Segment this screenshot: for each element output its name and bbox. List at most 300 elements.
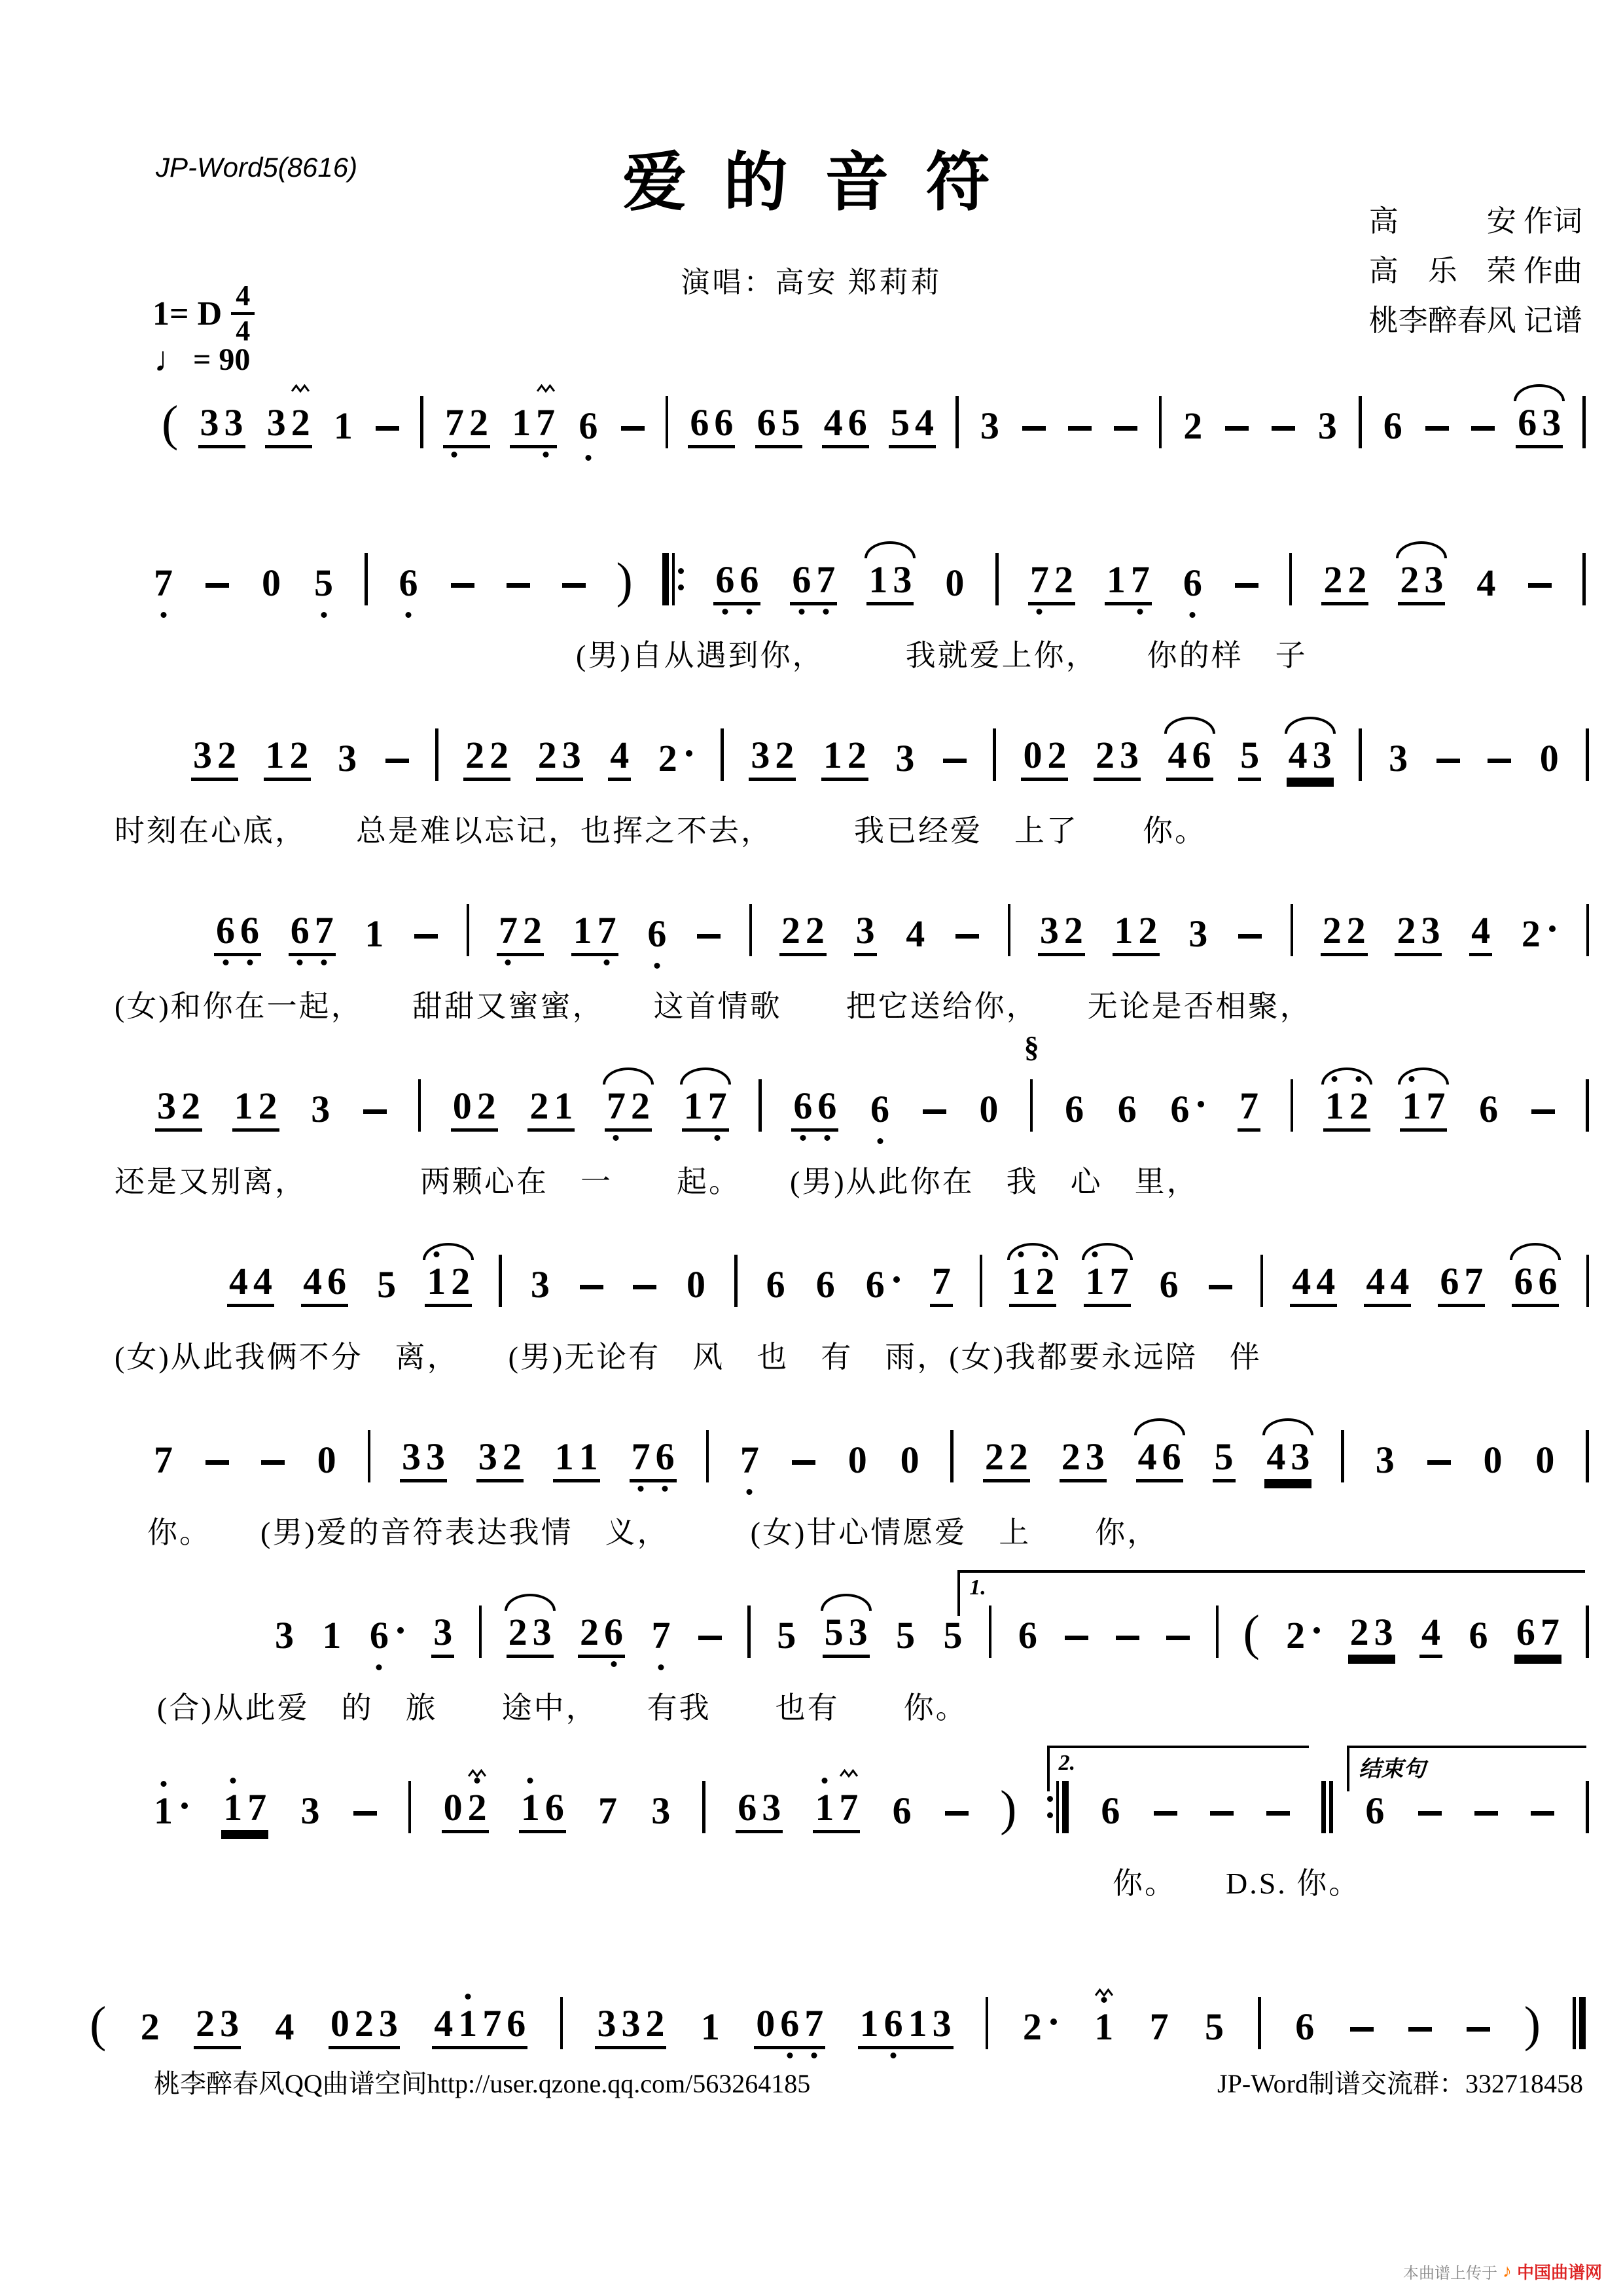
- note-digit: 2: [1400, 558, 1419, 601]
- note-digits: [1321, 558, 1368, 605]
- note-digit: 6: [579, 407, 597, 445]
- low-octave-dot: [321, 960, 327, 965]
- tie-arc: [680, 1067, 731, 1085]
- low-octave-dot: [638, 1486, 644, 1492]
- watermark-prefix: 本曲谱上传于: [1402, 2265, 1497, 2282]
- note-digit: 6: [738, 1786, 757, 1829]
- barline: [706, 1430, 709, 1482]
- note-digits: [864, 1263, 903, 1307]
- note-group: [977, 1090, 1000, 1132]
- bar-stroke: [980, 1255, 983, 1307]
- duration-dash: [353, 1811, 377, 1816]
- barline: [702, 1781, 705, 1833]
- time-bottom: 4: [236, 315, 251, 347]
- note-group: [713, 558, 760, 605]
- note-digit: 2: [1183, 404, 1203, 447]
- repeat-dot: [678, 568, 684, 574]
- notation-system: [0, 533, 1623, 709]
- tie-arc: [505, 1594, 556, 1611]
- note-digit: 6: [604, 1613, 623, 1651]
- note-digits: [332, 404, 355, 448]
- bar-stroke: [368, 1430, 371, 1482]
- note-group: [1419, 1613, 1442, 1658]
- note-digits: [791, 1087, 838, 1132]
- note-digit: 7: [598, 1789, 618, 1832]
- note-group: [1284, 1614, 1323, 1658]
- note-digit: 1: [683, 1085, 703, 1127]
- note-group: [1287, 736, 1334, 781]
- note-digit: 3: [401, 1435, 421, 1478]
- lyrics-line: (合)从此爱 的 旅 途中， 有我 也有 你。: [157, 1691, 968, 1725]
- duration-dash: [1235, 583, 1258, 588]
- note-digits: [978, 404, 1001, 448]
- note-group: [656, 737, 696, 781]
- note-group: [1395, 909, 1442, 956]
- note-digits: [315, 1441, 338, 1482]
- note-group: [1158, 1263, 1181, 1307]
- note-digits: [507, 1613, 554, 1658]
- tie-arc: [821, 1594, 872, 1611]
- note-digits: [529, 1263, 552, 1307]
- duration-dash: [414, 934, 438, 939]
- low-octave-dot: [722, 609, 728, 615]
- bar-stroke: [749, 904, 753, 956]
- note-digit: 3: [1039, 909, 1059, 952]
- bar-stroke: [365, 553, 368, 605]
- segno-icon: §: [1024, 1030, 1039, 1064]
- note-digit: 3: [1317, 404, 1337, 447]
- barline: [950, 1430, 954, 1482]
- note-group: [1290, 1260, 1337, 1307]
- note-digits: [519, 1786, 566, 1833]
- note-group: [1516, 401, 1563, 448]
- duration-dash: [1065, 1636, 1088, 1640]
- high-octave-dot: [1101, 1997, 1107, 2003]
- note-digits: [1016, 1614, 1039, 1658]
- barline: [418, 1079, 421, 1132]
- barline: [1291, 904, 1294, 956]
- note-digit: 7: [482, 2002, 502, 2045]
- bar-stroke: [666, 396, 669, 448]
- note-digits: [400, 1435, 447, 1482]
- note-group: [775, 1614, 798, 1658]
- bar-stroke: [989, 1605, 992, 1658]
- note-digits: [858, 2002, 954, 2049]
- volta-label: 结束句: [1359, 1757, 1426, 1782]
- note-group: [1382, 404, 1404, 448]
- note-digit: 3: [224, 401, 243, 444]
- duration-dash: [633, 1285, 656, 1289]
- note-digit: 2: [1063, 909, 1083, 952]
- note-group: [1316, 404, 1339, 448]
- note-group: [754, 2002, 825, 2049]
- note-digit: 7: [315, 912, 334, 950]
- duration-dash: [1436, 759, 1460, 763]
- note-digit: 3: [1085, 1435, 1105, 1478]
- repeat-end-barline: [1047, 1781, 1069, 1833]
- note-group: [823, 1613, 870, 1658]
- note-digit: 6: [847, 401, 867, 444]
- note-digit: 6: [780, 2005, 799, 2043]
- note-digits: [442, 1786, 489, 1833]
- note-digit: 6: [793, 1087, 812, 1125]
- note-group: [846, 1441, 869, 1482]
- note-digit: 1: [859, 2002, 879, 2045]
- note-group: [273, 2005, 296, 2049]
- note-digit: 7: [839, 1789, 858, 1827]
- bar-stroke: [1159, 396, 1162, 448]
- bar-stroke: [1586, 1430, 1589, 1482]
- low-octave-dot: [376, 1664, 382, 1670]
- note-digit: 3: [311, 1088, 330, 1130]
- note-digits: [1287, 736, 1334, 781]
- note-group: [1021, 736, 1068, 781]
- note-group: [1264, 1435, 1311, 1482]
- note-digit: 7: [1149, 2005, 1169, 2048]
- note-digits: [375, 1263, 398, 1307]
- note-digit: 4: [1390, 1260, 1410, 1302]
- tempo-marking: [154, 339, 250, 380]
- note-digit: 6: [1162, 1435, 1181, 1478]
- note-group: [1113, 909, 1160, 956]
- note-digit: 1: [521, 1789, 540, 1827]
- note-digits: [1364, 1260, 1411, 1307]
- notation-system: [0, 1751, 1623, 1977]
- barline: [1586, 1255, 1590, 1307]
- duration-dash: [697, 934, 721, 939]
- barline: [368, 1430, 371, 1482]
- barline: [365, 553, 368, 605]
- note-digit: 2: [1349, 1087, 1368, 1125]
- duration-dash: [698, 1636, 722, 1640]
- bar-stroke: [499, 1255, 502, 1307]
- note-group: [264, 736, 311, 781]
- bar-stroke: [672, 553, 675, 605]
- barline: [749, 904, 753, 956]
- high-octave-dot: [1092, 1251, 1098, 1257]
- note-digit: 4: [1476, 562, 1496, 604]
- note-digits: [397, 564, 420, 605]
- low-octave-dot: [798, 609, 804, 615]
- note-digit: 4: [1137, 1435, 1157, 1478]
- bar-stroke: [1062, 1781, 1069, 1833]
- duration-dash: [363, 1109, 387, 1114]
- note-digits: [312, 564, 335, 605]
- note-digits: [368, 1614, 407, 1658]
- note-group: [1477, 1090, 1500, 1132]
- note-group: [891, 1789, 914, 1833]
- barline: [560, 1997, 563, 2049]
- notes-line: [0, 1030, 1623, 1132]
- note-digits: [198, 401, 245, 448]
- tie-arc: [1321, 1067, 1372, 1085]
- bar-stroke: [986, 1997, 989, 2049]
- note-digits: [1092, 2005, 1115, 2049]
- note-digit: 6: [1538, 1260, 1558, 1302]
- note-group: [596, 1789, 619, 1833]
- note-group: [1099, 1789, 1122, 1833]
- barline: [408, 1781, 412, 1833]
- note-group: [152, 1789, 191, 1833]
- performers-line: 演唱：高安 郑莉莉: [681, 266, 942, 298]
- note-digit: 3: [200, 401, 219, 444]
- note-group: [1481, 1441, 1504, 1482]
- note-digit: 6: [817, 1087, 836, 1125]
- note-digit: 7: [1109, 1260, 1129, 1302]
- note-group: [779, 909, 827, 956]
- note-digits: [320, 1614, 343, 1658]
- bar-stroke: [1216, 1605, 1219, 1658]
- note-digit: 7: [816, 561, 835, 599]
- note-digits: [749, 736, 796, 781]
- note-digit: 3: [1421, 909, 1440, 952]
- note-group: [578, 1613, 625, 1658]
- note-digits: [821, 736, 868, 781]
- note-digit: 2: [354, 2002, 374, 2045]
- note-digits: [273, 1614, 296, 1658]
- note-digit: 6: [715, 561, 734, 599]
- note-group: [432, 2002, 527, 2049]
- note-digits: [1264, 1435, 1311, 1482]
- bar-stroke: [1359, 396, 1362, 448]
- duration-dash: [1116, 1636, 1139, 1640]
- watermark-site-name: 中国曲谱网: [1516, 2263, 1602, 2282]
- high-octave-dot: [1356, 1076, 1362, 1082]
- note-group: [1514, 1613, 1561, 1658]
- note-digit: 3: [530, 1263, 550, 1306]
- bar-stroke: [418, 1079, 421, 1132]
- note-digits: [221, 1786, 268, 1833]
- barline: [955, 396, 959, 448]
- note-group: [1400, 1087, 1447, 1132]
- high-octave-dot: [230, 1778, 236, 1784]
- note-group: [519, 1786, 566, 1833]
- duration-dash: [205, 1460, 229, 1465]
- duration-dash: [945, 1811, 969, 1816]
- barline: [1008, 904, 1011, 956]
- note-group: [1469, 909, 1492, 956]
- note-digits: [232, 1087, 279, 1132]
- note-digit: 4: [229, 1260, 248, 1302]
- note-digits: [1105, 558, 1152, 605]
- note-group: [749, 736, 796, 781]
- notation-systems: [0, 376, 1623, 2125]
- note-digit: 4: [1168, 734, 1187, 776]
- note-digit: 0: [1535, 1439, 1555, 1481]
- notes-line: [0, 1242, 1623, 1307]
- time-top: 4: [236, 279, 251, 312]
- note-group: [298, 1789, 321, 1833]
- note-digit: 6: [1192, 734, 1211, 776]
- low-octave-dot: [406, 612, 412, 618]
- barline: [1159, 396, 1162, 448]
- note-digits: [1028, 558, 1075, 605]
- notes-line: [0, 540, 1623, 608]
- low-octave-dot: [800, 1135, 806, 1141]
- note-digits: [605, 1087, 652, 1132]
- note-group: [821, 736, 868, 781]
- note-group: [1348, 1613, 1395, 1658]
- note-digit: 6: [656, 1438, 675, 1476]
- bar-stroke: [560, 1997, 563, 2049]
- duration-dash: [923, 1109, 946, 1114]
- note-group: [1181, 564, 1204, 605]
- note-group: [764, 1263, 787, 1307]
- notes-line: [0, 1984, 1623, 2052]
- note-digit: 4: [1316, 1260, 1336, 1302]
- low-octave-dot: [747, 1489, 753, 1495]
- note-digit: 0: [1023, 734, 1043, 776]
- note-digit: 1: [1402, 1087, 1421, 1125]
- note-digit: 6: [870, 1090, 889, 1128]
- duration-dash: [205, 583, 229, 588]
- duration-dash: [1114, 426, 1137, 431]
- barline: [1586, 1781, 1589, 1833]
- note-digit: 1: [458, 2005, 477, 2043]
- duration-dash: [955, 934, 979, 939]
- note-digits: [443, 401, 490, 448]
- note-digit: 6: [792, 561, 811, 599]
- note-group: [1321, 558, 1368, 605]
- note-digit: 4: [1292, 1260, 1311, 1302]
- close-paren: ): [1524, 1996, 1541, 2052]
- note-digits: [1467, 1614, 1489, 1658]
- note-digits: [227, 1260, 274, 1307]
- note-digit: 6: [1065, 1088, 1084, 1130]
- note-group: [595, 2002, 666, 2049]
- note-group: [191, 736, 238, 781]
- key-label: 1= D: [152, 295, 223, 332]
- note-digit: 4: [253, 1260, 272, 1302]
- note-digits: [1533, 1441, 1556, 1482]
- time-signature: [231, 281, 255, 346]
- bar-stroke: [993, 728, 996, 781]
- note-digits: [578, 1613, 625, 1658]
- augmentation-dot: [397, 1627, 404, 1634]
- note-group: [301, 1260, 348, 1307]
- note-digits: [553, 1435, 600, 1482]
- note-digits: [1238, 1087, 1260, 1132]
- note-group: [476, 1435, 524, 1482]
- bar-stroke: [1586, 904, 1590, 956]
- note-group: [899, 1441, 921, 1482]
- augmentation-dot: [181, 1803, 188, 1809]
- note-digit: 0: [317, 1439, 336, 1481]
- note-digit: 2: [984, 1435, 1004, 1478]
- note-digit: 1: [554, 1085, 573, 1127]
- note-digit: 2: [1347, 558, 1367, 601]
- note-digit: 3: [425, 1435, 445, 1478]
- low-octave-dot: [1190, 612, 1196, 618]
- note-digits: [1363, 1789, 1386, 1833]
- notation-system: [0, 376, 1623, 533]
- note-group: [442, 1786, 489, 1833]
- barline: [435, 728, 438, 781]
- music-note-icon: ♪: [1502, 2261, 1512, 2282]
- note-group: [1136, 1435, 1183, 1482]
- note-digits: [1293, 2005, 1316, 2049]
- barline: [1586, 1079, 1589, 1132]
- mordent-icon: [1094, 1984, 1114, 1997]
- note-digits: [779, 909, 827, 956]
- barline: [1359, 396, 1362, 448]
- barline: [1582, 396, 1586, 448]
- note-group: [431, 1613, 454, 1658]
- note-group: [1238, 1087, 1260, 1132]
- note-digits: [260, 564, 283, 605]
- note-group: [790, 558, 837, 605]
- close-paren: ): [616, 552, 633, 608]
- note-digit: 1: [554, 1435, 574, 1478]
- note-group: [536, 736, 583, 781]
- note-digit: 1: [1106, 558, 1126, 601]
- duration-dash: [1272, 426, 1295, 431]
- note-digit: 3: [980, 404, 999, 447]
- note-group: [451, 1087, 498, 1132]
- note-digit: 6: [1117, 1088, 1137, 1130]
- tie-arc: [1164, 717, 1215, 734]
- notes-line: [0, 1768, 1623, 1836]
- note-digit: 3: [1120, 734, 1139, 776]
- low-octave-dot: [715, 1135, 721, 1141]
- note-digit: 6: [1383, 404, 1402, 447]
- note-digits: [656, 737, 696, 781]
- barline: [666, 396, 669, 448]
- high-octave-dot: [1408, 1076, 1414, 1082]
- note-digit: 3: [1188, 912, 1208, 955]
- note-digits: [191, 736, 238, 781]
- note-digits: [930, 1260, 953, 1307]
- lyrics-line: 还是又别离， 两颗心在 一 起。 (男)从此你在 我 心 里，: [115, 1165, 1199, 1198]
- note-digit: 6: [1159, 1263, 1179, 1306]
- note-digits: [596, 1789, 619, 1833]
- note-digits: [1474, 564, 1497, 605]
- mordent-icon: [536, 380, 556, 393]
- note-digit: 2: [1047, 734, 1067, 776]
- high-octave-dot: [465, 1994, 471, 2000]
- note-digit: 3: [895, 737, 915, 780]
- note-digits: [451, 1087, 498, 1132]
- note-digits: [194, 2002, 241, 2049]
- note-digit: 1: [1086, 1263, 1105, 1300]
- tie-arc: [1396, 541, 1447, 558]
- note-digit: 1: [1114, 909, 1133, 952]
- note-group: [507, 1613, 554, 1658]
- note-digit: 0: [1539, 737, 1559, 780]
- tie-arc: [603, 1067, 654, 1085]
- note-digit: 2: [1397, 909, 1416, 952]
- open-paren: (: [162, 395, 179, 451]
- high-octave-dot: [821, 1778, 827, 1784]
- note-digits: [1400, 1087, 1447, 1132]
- note-digit: 3: [932, 2002, 952, 2045]
- note-group: [1293, 2005, 1316, 2049]
- repeat-begin-barline: [662, 553, 685, 605]
- tie-arc: [1262, 1418, 1313, 1435]
- bar-stroke: [408, 1781, 412, 1833]
- notation-system: [0, 709, 1623, 884]
- note-digit: 6: [1170, 1088, 1190, 1130]
- duration-dash: [507, 583, 530, 588]
- note-digit: 2: [781, 909, 800, 952]
- note-digit: 0: [756, 2002, 776, 2045]
- note-digits: [1136, 1435, 1183, 1482]
- barline: [1586, 904, 1590, 956]
- note-digit: 2: [645, 2002, 665, 2045]
- lyrics-line: 你。 (男)爱的音符表达我情 义， (女)甘心情愿爱 上 你，: [147, 1516, 1160, 1549]
- barline: [1260, 1255, 1264, 1307]
- note-digit: 5: [1214, 1435, 1234, 1478]
